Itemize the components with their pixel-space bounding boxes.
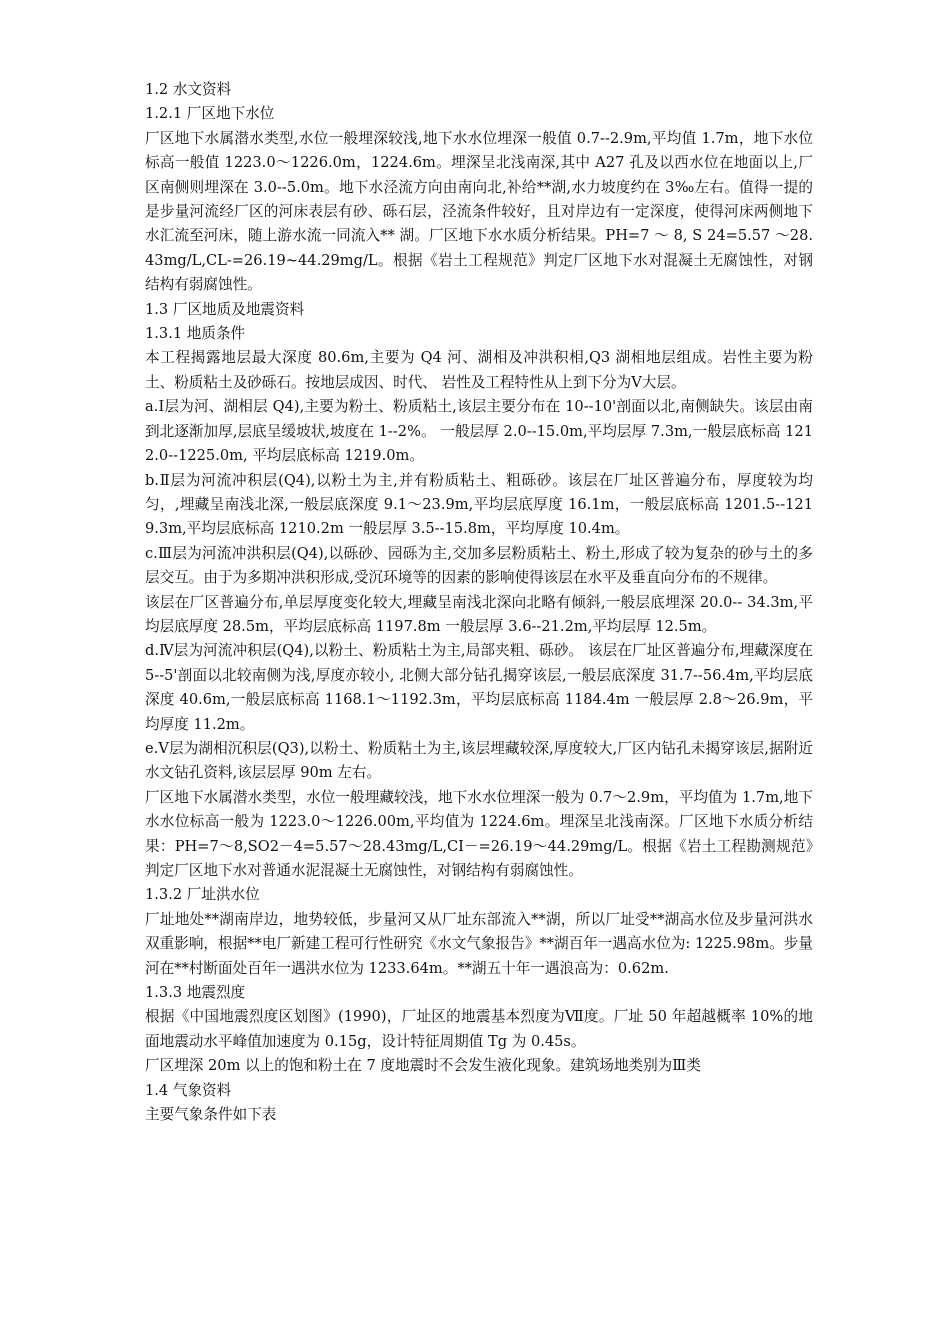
layer-b-paragraph: b.Ⅱ层为河流冲积层(Q4),以粉土为主,并有粉质粘土、粗砾砂。该层在厂址区普遍分布，厚度较为均匀，,埋藏呈南浅北深,一般层底深度 9.1～23.9m,平均层底厚度 16.1m，一般层底标高 1201.5--1219.3m,平均层底标高 1210.2m 一般层厚 3.5--15.8m，平均厚度 10.4m。 bbox=[145, 471, 813, 538]
weather-intro-paragraph: 主要气象条件如下表 bbox=[145, 1106, 277, 1124]
section-1-2-1-heading: 1.2.1 厂区地下水位 bbox=[145, 105, 275, 123]
section-1-2-heading: 1.2 水文资料 bbox=[145, 81, 232, 98]
seismic-intensity-paragraph: 根据《中国地震烈度区划图》(1990)，厂址区的地震基本烈度为Ⅶ度。厂址 50 年超越概率 10%的地面地震动水平峰值加速度为 0.15g，设计特征周期值 Tg 为 0.45s。 bbox=[145, 1008, 813, 1050]
section-1-3-1-heading: 1.3.1 地质条件 bbox=[145, 325, 246, 343]
liquefaction-paragraph: 厂区埋深 20m 以上的饱和粉土在 7 度地震时不会发生液化现象。建筑场地类别为Ⅲ类 bbox=[145, 1057, 701, 1075]
geology-intro-paragraph: 本工程揭露地层最大深度 80.6m,主要为 Q4 河、湖相及冲洪积相,Q3 湖相地层组成。岩性主要为粉土、粉质粘土及砂砾石。按地层成因、时代、 岩性及工程特性从上到下分为Ⅴ大层。 bbox=[145, 349, 813, 391]
layer-c-paragraph: c.Ⅲ层为河流冲洪积层(Q4),以砾砂、园砾为主,交加多层粉质粘土、粉土,形成了较为复杂的砂与土的多层交互。由于为多期冲洪积形成,受沉环境等的因素的影响使得该层在水平及垂直向分布的不规律。 bbox=[145, 544, 813, 587]
groundwater-summary-paragraph: 厂区地下水属潜水类型，水位一般埋藏较浅，地下水水位埋深一般为 0.7～2.9m，平均值为 1.7m,地下水水位标高一般为 1223.0～1226.00m,平均值为 1224.6m。埋深呈北浅南深。厂区地下水质分析结果：PH=7～8,SO2－4=5.57～28.43mg/L,CI－=26.19～44.29mg/L。根据《岩土工程勘测规范》判定厂区地下水对普通水泥混凝土无腐蚀性，对钢结构有弱腐蚀性。 bbox=[145, 788, 813, 879]
section-1-3-heading: 1.3 厂区地质及地震资料 bbox=[145, 300, 305, 318]
section-1-3-2-heading: 1.3.2 厂址洪水位 bbox=[145, 886, 260, 904]
layer-d-paragraph: d.Ⅳ层为河流冲积层(Q4),以粉土、粉质粘土为主,局部夹粗、砾砂。 该层在厂址区普遍分布,埋藏深度在 5--5'剖面以北较南侧为浅,厚度亦较小, 北侧大部分钻孔揭穿该层,一般层底深度 31.7--56.4m,平均层底深度 40.6m,一般层底标高 1168.1～1192.3m，平均层底标高 1184.4m 一般层厚 2.8～26.9m，平均厚度 11.2m。 bbox=[145, 642, 813, 733]
layer-a-paragraph: a.Ⅰ层为河、湖相层 Q4),主要为粉土、粉质粘土,该层主要分布在 10--10'剖面以北,南侧缺失。该层由南到北逐渐加厚,层底呈缓坡状,坡度在 1--2%。 一般层厚 2.0--15.0m,平均层厚 7.3m,一般层底标高 1212.0--1225.0m, 平均层底标高 1219.0m。 bbox=[145, 398, 813, 465]
flood-level-paragraph: 厂址地处**湖南岸边，地势较低，步量河又从厂址东部流入**湖，所以厂址受**湖高水位及步量河洪水双重影响，根据**电厂新建工程可行性研究《水文气象报告》**湖百年一遇高水位为: 1225.98m。步量河在**村断面处百年一遇洪水位为 1233.64m。**湖五十年一遇浪高为：0.62m. bbox=[145, 910, 813, 977]
groundwater-paragraph: 厂区地下水属潜水类型,水位一般埋深较浅,地下水水位埋深一般值 0.7--2.9m,平均值 1.7m，地下水位标高一般值 1223.0～1226.0m，1224.6m。埋深呈北浅南深,其中 A27 孔及以西水位在地面以上,厂区南侧则埋深在 3.0--5.0m。地下水泾流方向由南向北,补给**湖,水力坡度约在 3‰左右。值得一提的是步量河流经厂区的河床表层有砂、砾石层，泾流条件较好，且对岸边有一定深度，使得河床两侧地下水汇流至河床，随上游水流一同流入** 湖。厂区地下水水质分析结果。PH=7 ～ 8, S 24=5.57 ～28.43mg/L,CL-=26.19~44.29mg/L。根据《岩土工程规范》判定厂区地下水对混凝土无腐蚀性，对钢结构有弱腐蚀性。 bbox=[145, 129, 813, 294]
layer-e-paragraph: e.Ⅴ层为湖相沉积层(Q3),以粉土、粉质粘土为主,该层埋藏较深,厚度较大,厂区内钻孔未揭穿该层,据附近水文钻孔资料,该层层厚 90m 左右。 bbox=[145, 739, 813, 782]
document-page bbox=[145, 78, 813, 1127]
layer-c-distribution-paragraph: 该层在厂区普遍分布,单层厚度变化较大,埋藏呈南浅北深向北略有倾斜,一般层底埋深 20.0-- 34.3m,平均层底厚度 28.5m，平均层底标高 1197.8m 一般层厚 3.6--21.2m,平均层厚 12.5m。 bbox=[145, 593, 813, 635]
section-1-4-heading: 1.4 气象资料 bbox=[145, 1081, 232, 1099]
section-1-3-3-heading: 1.3.3 地震烈度 bbox=[145, 984, 246, 1002]
